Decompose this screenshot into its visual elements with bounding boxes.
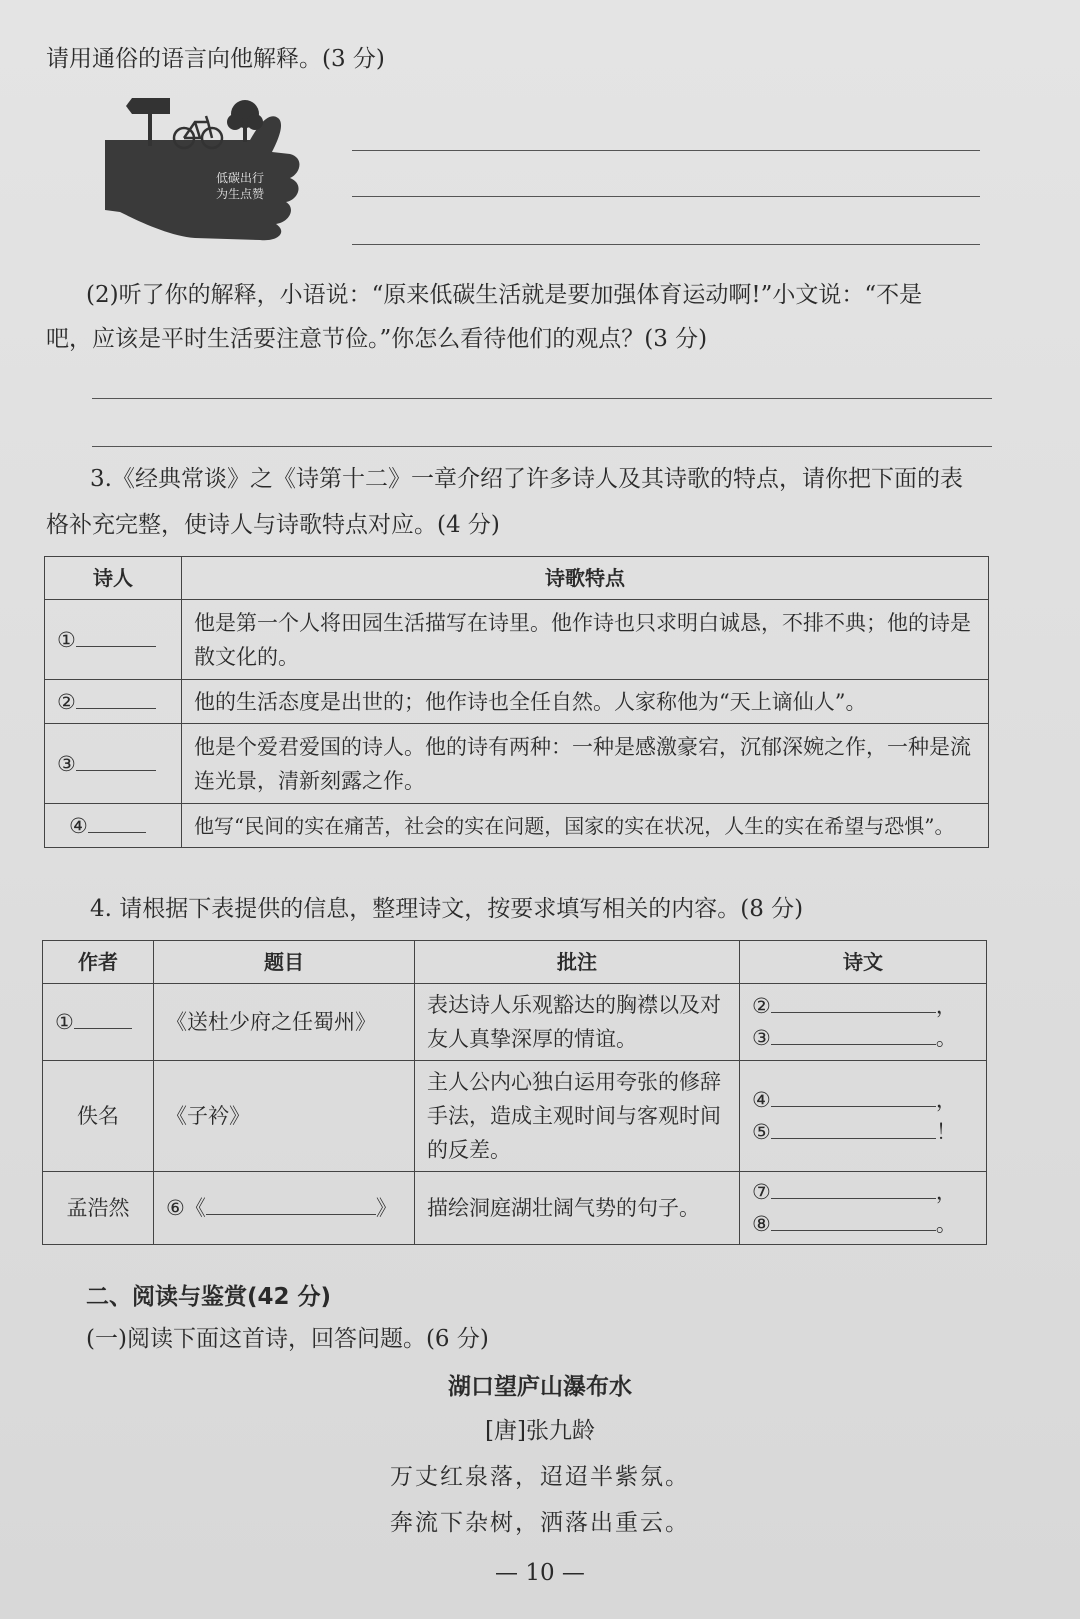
table-cell[interactable] xyxy=(45,724,182,804)
table-cell[interactable] xyxy=(45,600,182,680)
table-header: 诗文 xyxy=(740,941,987,984)
q4-text: 4. 请根据下表提供的信息，整理诗文，按要求填写相关的内容。(8 分) xyxy=(90,896,804,922)
answer-line[interactable] xyxy=(352,196,980,197)
illustration-caption-1: 低碳出行 xyxy=(215,171,265,185)
table-cell: 表达诗人乐观豁达的胸襟以及对友人真挚深厚的情谊。 xyxy=(415,984,740,1061)
fill-blank[interactable] xyxy=(771,1176,936,1199)
table-cell[interactable] xyxy=(45,804,182,848)
table-cell[interactable]: ⑥《 》 xyxy=(154,1172,415,1245)
answer-line[interactable] xyxy=(352,150,980,151)
fill-marker: ④ xyxy=(752,1088,771,1112)
fill-marker: ② xyxy=(57,689,76,714)
table-cell: 他是第一个人将田园生活描写在诗里。他作诗也只求明白诚恳，不排不典；他的诗是散文化的。 xyxy=(182,600,989,680)
table-cell: 描绘洞庭湖壮阔气势的句子。 xyxy=(415,1172,740,1245)
q2-2-text-line2: 吧，应该是平时生活要注意节俭。”你怎么看待他们的观点？(3 分) xyxy=(46,326,708,352)
fill-blank[interactable] xyxy=(76,624,156,647)
poem-author: [唐]张九龄 xyxy=(485,1418,595,1444)
sign-arrow-icon xyxy=(126,98,170,114)
fill-blank[interactable] xyxy=(76,686,156,709)
fill-marker: ① xyxy=(55,1010,74,1034)
table-cell: 佚名 xyxy=(43,1061,154,1172)
fill-blank[interactable] xyxy=(206,1192,376,1215)
table-cell: 主人公内心独白运用夸张的修辞手法，造成主观时间与客观时间的反差。 xyxy=(415,1061,740,1172)
fill-blank[interactable] xyxy=(771,1084,936,1107)
table-cell[interactable]: ④ ， ⑤ ！ xyxy=(740,1061,987,1172)
fill-marker: ③ xyxy=(57,751,76,776)
q2-1-instruction: 请用通俗的语言向他解释。(3 分) xyxy=(46,46,385,72)
fill-marker: ④ xyxy=(69,813,88,838)
page-number: — 10 — xyxy=(495,1560,585,1586)
fill-blank[interactable] xyxy=(771,1116,936,1139)
subsection-instruction: (一)阅读下面这首诗，回答问题。(6 分) xyxy=(86,1326,489,1352)
table-header: 诗人 xyxy=(45,557,182,600)
q3-text-line2: 格补充完整，使诗人与诗歌特点对应。(4 分) xyxy=(46,512,500,538)
table-header: 题目 xyxy=(154,941,415,984)
table-cell: 孟浩然 xyxy=(43,1172,154,1245)
fill-blank[interactable] xyxy=(771,1022,936,1045)
table-cell[interactable]: ② ， ③ 。 xyxy=(740,984,987,1061)
fill-blank[interactable] xyxy=(74,1006,132,1029)
table-cell[interactable]: ⑦ ， ⑧ 。 xyxy=(740,1172,987,1245)
poem-info-table xyxy=(42,940,987,1245)
fill-blank[interactable] xyxy=(76,748,156,771)
poem-line: 万丈红泉落，迢迢半紫氛。 xyxy=(390,1464,690,1490)
answer-line[interactable] xyxy=(92,398,992,399)
fill-blank[interactable] xyxy=(88,810,146,833)
table-header: 作者 xyxy=(43,941,154,984)
answer-line[interactable] xyxy=(352,244,980,245)
fill-marker: ② xyxy=(752,994,771,1018)
table-cell: 他的生活态度是出世的；他作诗也全任自然。人家称他为“天上谪仙人”。 xyxy=(182,680,989,724)
poem-title: 湖口望庐山瀑布水 xyxy=(448,1374,632,1400)
q3-text-line1: 3.《经典常谈》之《诗第十二》一章介绍了许多诗人及其诗歌的特点，请你把下面的表 xyxy=(90,466,963,492)
answer-line[interactable] xyxy=(92,446,992,447)
fill-marker: ⑧ xyxy=(752,1212,771,1236)
fill-marker: ⑦ xyxy=(752,1180,771,1204)
table-cell[interactable] xyxy=(45,680,182,724)
fill-blank[interactable] xyxy=(771,990,936,1013)
poem-line: 奔流下杂树，洒落出重云。 xyxy=(390,1510,690,1536)
section-title: 二、阅读与鉴赏(42 分) xyxy=(86,1284,332,1310)
illustration-caption-2: 为生点赞 xyxy=(215,187,265,201)
fill-marker: ③ xyxy=(752,1026,771,1050)
table-cell: 他写“民间的实在痛苦，社会的实在问题，国家的实在状况，人生的实在希望与恐惧”。 xyxy=(182,804,989,848)
low-carbon-illustration xyxy=(100,92,310,242)
table-cell: 《送杜少府之任蜀州》 xyxy=(154,984,415,1061)
fill-blank[interactable] xyxy=(771,1208,936,1231)
fill-marker: ⑤ xyxy=(752,1120,771,1144)
fill-marker: ① xyxy=(57,627,76,652)
table-cell: 《子衿》 xyxy=(154,1061,415,1172)
table-header: 诗歌特点 xyxy=(182,557,989,600)
table-cell: 他是个爱君爱国的诗人。他的诗有两种：一种是感激豪宕，沉郁深婉之作，一种是流连光景，清新刻露之作。 xyxy=(182,724,989,804)
poet-feature-table xyxy=(44,556,989,848)
q2-2-text-line1: (2)听了你的解释，小语说：“原来低碳生活就是要加强体育运动啊!”小文说：“不是 xyxy=(86,282,923,308)
table-header: 批注 xyxy=(415,941,740,984)
table-cell[interactable] xyxy=(43,984,154,1061)
